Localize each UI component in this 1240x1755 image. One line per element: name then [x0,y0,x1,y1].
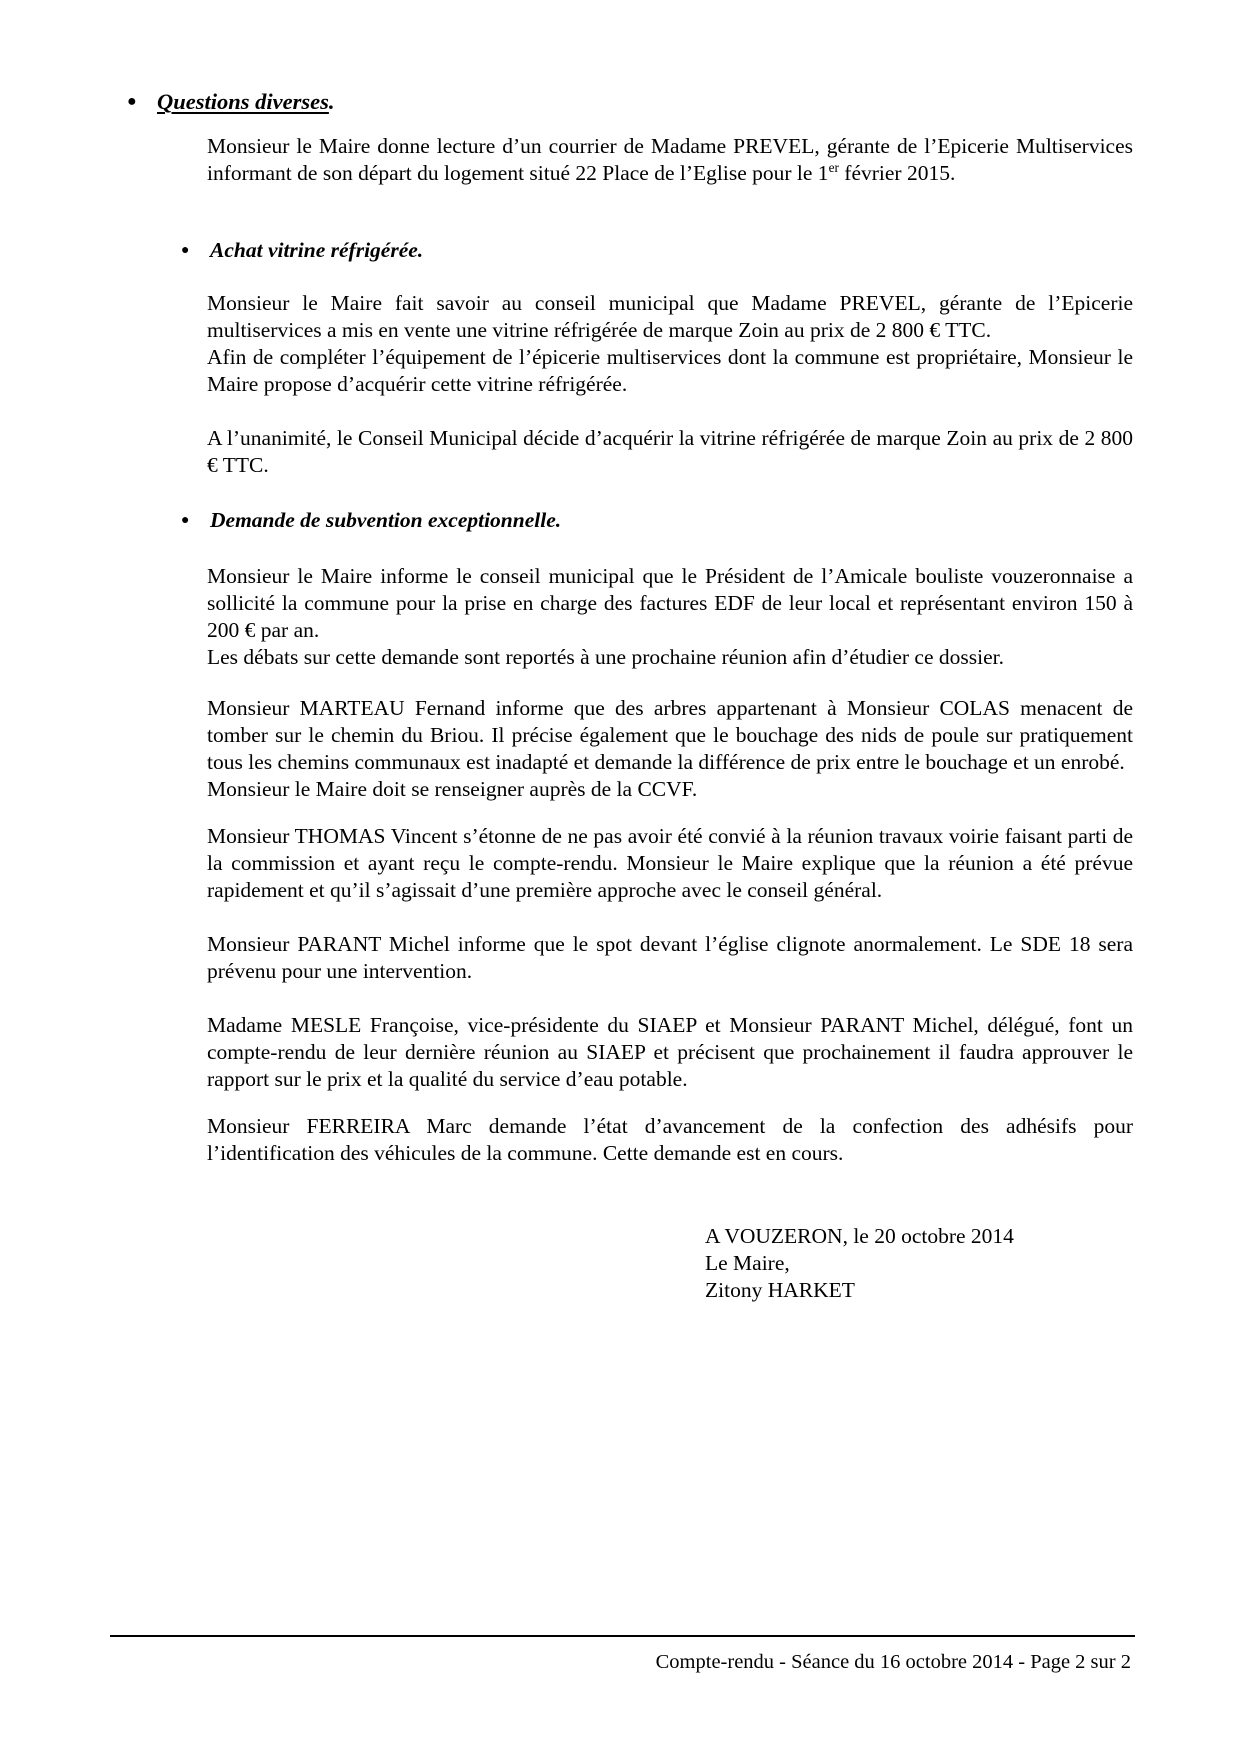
paragraph-thomas-reunion: Monsieur THOMAS Vincent s’étonne de ne pas avoir été convié à la réunion travaux voirie faisant parti de la commission et ayant reçu le compte-rendu. Monsieur le Maire explique que la réunion a été prévue rapidement et qu’il s’agissait d’une première approche avec le conseil général. [207,824,1133,902]
footer-page-info: Compte-rendu - Séance du 16 octobre 2014 - Page 2 sur 2 [655,1651,1131,1673]
signature-name: Zitony HARKET [705,1278,855,1302]
block-achat-vitrine [0,290,1240,398]
section-achat-vitrine [181,237,1133,264]
paragraph-marteau-ccvf: Monsieur le Maire doit se renseigner auprès de la CCVF. [207,777,698,801]
heading-questions-diverses-text: Questions diverses [157,89,329,114]
paragraph-mesle-siaep: Madame MESLE Françoise, vice-présidente du SIAEP et Monsieur PARANT Michel, délégué, font un compte-rendu de leur dernière réunion au SIAEP et précisent que prochainement il faudra approuver le rapport sur le prix et la qualité du service d’eau potable. [207,1013,1133,1091]
ordinal-superscript: er [828,159,839,175]
bullet-icon: ● [181,513,190,528]
paragraph-prevel-part1: Monsieur le Maire donne lecture d’un courrier de Madame PREVEL, gérante de l’Epicerie Multiservices informant de son départ du logement situé 22 Place de l’Eglise pour le 1 [207,134,1133,185]
section-questions-diverses [127,88,1133,115]
paragraph-marteau-arbres: Monsieur MARTEAU Fernand informe que des arbres appartenant à Monsieur COLAS menacent de tomber sur le chemin du Briou. Il précise également que le bouchage des nids de poule sur pratiquement tous les chemins communaux est inadapté et demande la différence de prix entre le bouchage et un enrobé. [207,696,1133,774]
paragraph-parant-spot: Monsieur PARANT Michel informe que le spot devant l’église clignote anormalement. Le SDE 18 sera prévenu pour une intervention. [207,932,1133,983]
signature-place-date: A VOUZERON, le 20 octobre 2014 [705,1224,1014,1248]
bullet-icon: ● [127,93,137,110]
paragraph-achat-proposition: Afin de compléter l’équipement de l’épicerie multiservices dont la commune est propriétaire, Monsieur le Maire propose d’acquérir cette vitrine réfrigérée. [207,345,1133,396]
paragraph-ferreira-adhesifs: Monsieur FERREIRA Marc demande l’état d’avancement de la confection des adhésifs pour l’identification des véhicules de la commune. Cette demande est en cours. [207,1114,1133,1165]
signature-block [705,1223,1240,1304]
bullet-icon: ● [181,243,190,258]
block-subvention [0,563,1240,671]
heading-questions-diverses-period: . [328,89,335,114]
heading-demande-subvention: Demande de subvention exceptionnelle. [210,508,562,532]
footer-divider [110,1635,1135,1637]
signature-title: Le Maire, [705,1251,790,1275]
paragraph-achat-decision: A l’unanimité, le Conseil Municipal décide d’acquérir la vitrine réfrigérée de marque Zoin au prix de 2 800 € TTC. [207,426,1133,477]
section-demande-subvention [181,507,1133,534]
paragraph-achat-mise-en-vente: Monsieur le Maire fait savoir au conseil municipal que Madame PREVEL, gérante de l’Epicerie multiservices a mis en vente une vitrine réfrigérée de marque Zoin au prix de 2 800 € TTC. [207,291,1133,342]
paragraph-subvention-debats: Les débats sur cette demande sont reportés à une prochaine réunion afin d’étudier ce dossier. [207,645,1004,669]
paragraph-prevel-part2: février 2015. [838,161,956,185]
heading-questions-diverses [157,88,335,115]
heading-achat-vitrine: Achat vitrine réfrigérée. [210,238,424,262]
paragraph-prevel-courrier [207,133,1133,187]
block-marteau [0,695,1240,803]
paragraph-subvention-demande: Monsieur le Maire informe le conseil municipal que le Président de l’Amicale bouliste vouzeronnaise a sollicité la commune pour la prise en charge des factures EDF de leur local et représentant environ 150 à 200 € par an. [207,564,1133,642]
